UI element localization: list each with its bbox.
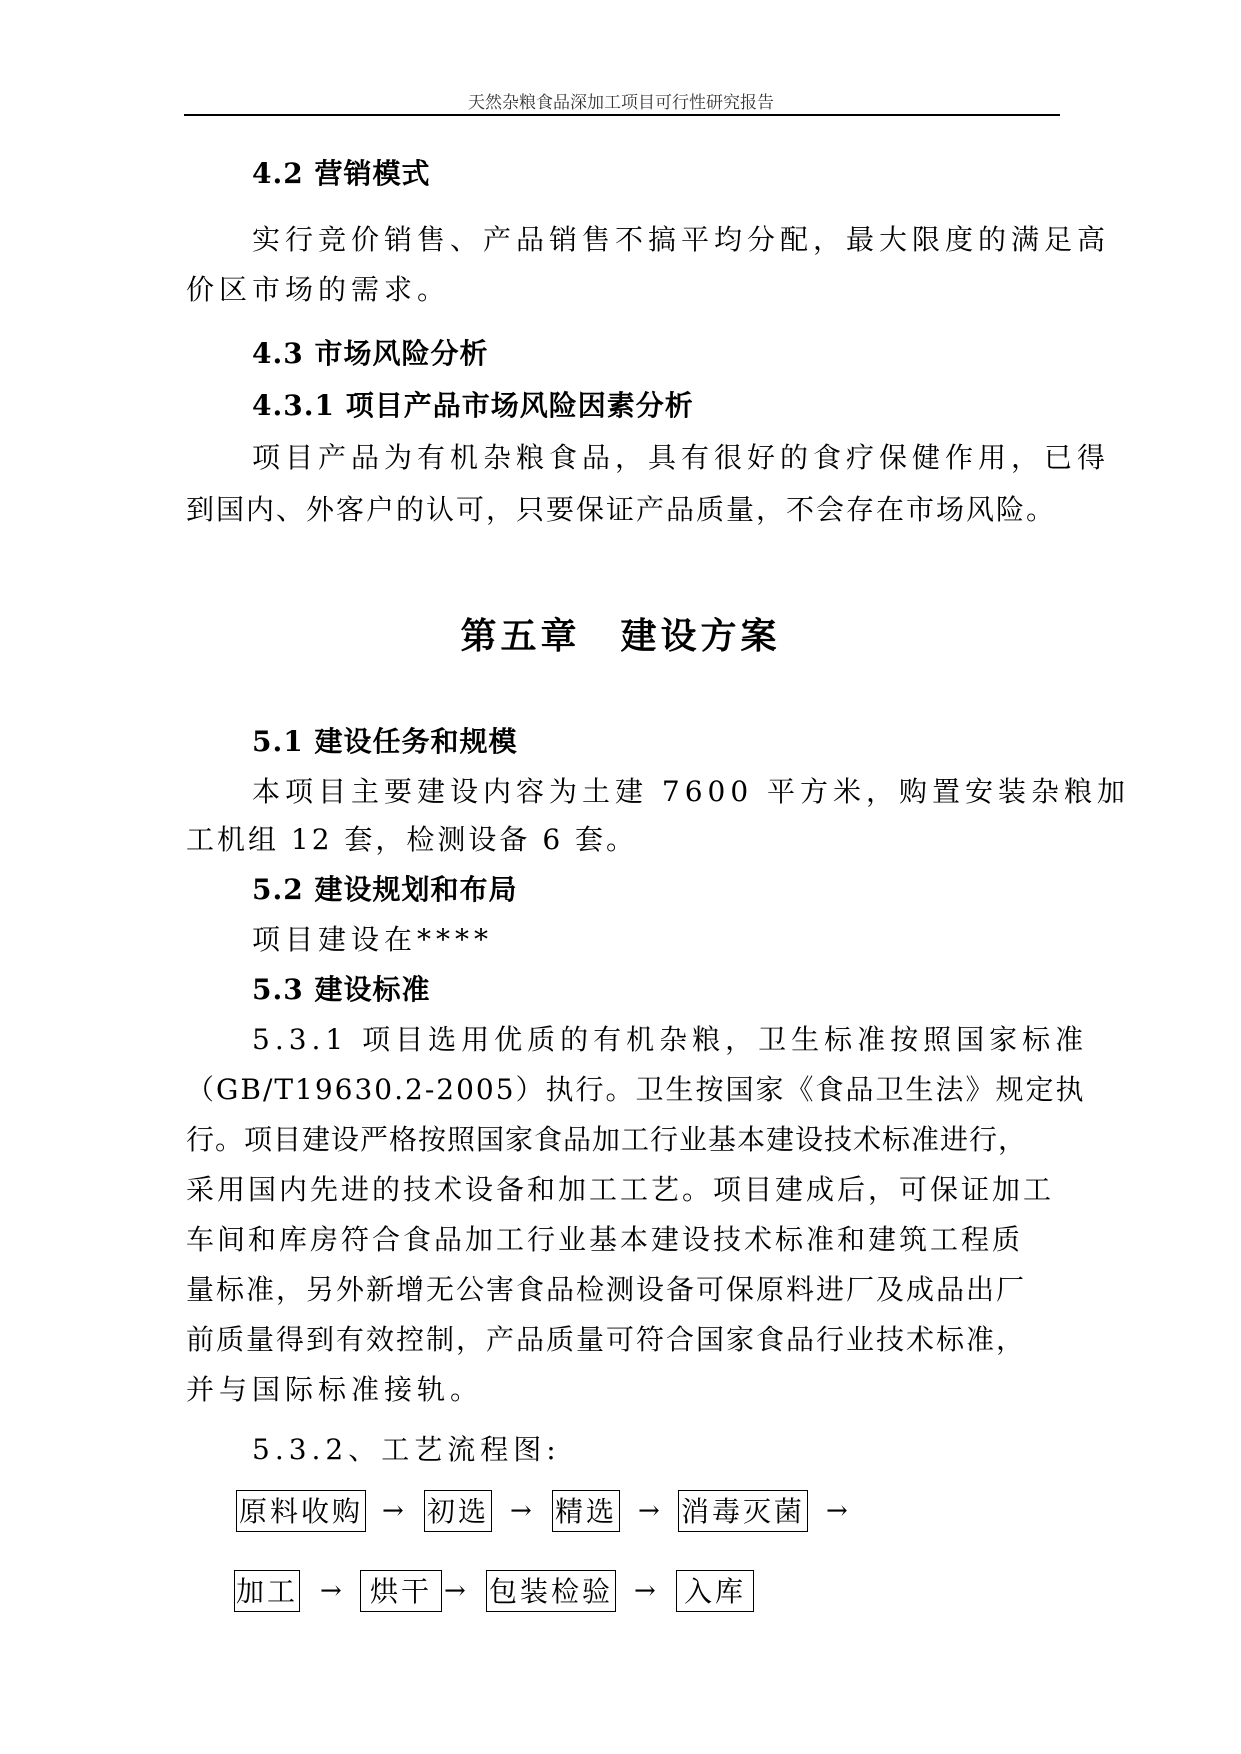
section-5-3-heading: 5.3 建设标准	[252, 973, 431, 1006]
flow-step-warehousing: 入库	[676, 1570, 754, 1612]
flow-step-packaging-inspection: 包装检验	[486, 1570, 616, 1612]
section-4-3-heading: 4.3 市场风险分析	[252, 337, 489, 370]
section-5-3-line-1: 5.3.1 项目选用优质的有机杂粮，卫生标准按照国家标准	[252, 1023, 1089, 1056]
section-5-3-line-7: 前质量得到有效控制，产品质量可符合国家食品行业技术标准，	[186, 1323, 1027, 1356]
arrow-right-icon: →	[382, 1496, 404, 1526]
section-5-3-line-3: 行。项目建设严格按照国家食品加工行业基本建设技术标准进行，	[186, 1123, 1028, 1156]
flow-step-raw-material-purchase: 原料收购	[236, 1490, 366, 1532]
section-4-2-heading: 4.2 营销模式	[252, 157, 431, 190]
flow-step-initial-selection: 初选	[424, 1490, 492, 1532]
section-5-1-paragraph-line-2: 工机组 12 套，检测设备 6 套。	[186, 823, 638, 856]
header-divider	[184, 114, 1060, 116]
running-header: 天然杂粮食品深加工项目可行性研究报告	[468, 93, 774, 113]
arrow-right-icon: →	[826, 1496, 848, 1526]
section-5-2-paragraph-line-1: 项目建设在****	[252, 923, 494, 956]
flowchart-title: 5.3.2、工艺流程图:	[252, 1433, 561, 1466]
section-5-1-heading: 5.1 建设任务和规模	[252, 725, 518, 758]
section-5-3-line-5: 车间和库房符合食品加工行业基本建设技术标准和建筑工程质	[186, 1223, 1024, 1256]
section-5-1-paragraph-line-1: 本项目主要建设内容为土建 7600 平方米，购置安装杂粮加	[252, 775, 1131, 808]
arrow-right-icon: →	[634, 1576, 656, 1606]
section-4-3-1-paragraph-line-2: 到国内、外客户的认可，只要保证产品质量，不会存在市场风险。	[186, 493, 1057, 526]
section-5-3-line-4: 采用国内先进的技术设备和加工工艺。项目建成后，可保证加工	[186, 1173, 1055, 1206]
section-5-3-line-8: 并与国际标准接轨。	[186, 1373, 484, 1406]
flow-step-sterilization: 消毒灭菌	[678, 1490, 808, 1532]
arrow-right-icon: →	[638, 1496, 660, 1526]
section-5-2-heading: 5.2 建设规划和布局	[252, 873, 518, 906]
arrow-right-icon: →	[510, 1496, 532, 1526]
flow-step-fine-selection: 精选	[552, 1490, 620, 1532]
arrow-right-icon: →	[320, 1576, 342, 1606]
section-4-3-1-paragraph-line-1: 项目产品为有机杂粮食品，具有很好的食疗保健作用，已得	[252, 441, 1111, 474]
flow-step-drying: 烘干	[360, 1570, 442, 1612]
section-4-2-paragraph-line-1: 实行竞价销售、产品销售不搞平均分配，最大限度的满足高	[252, 223, 1111, 256]
arrow-right-icon: →	[444, 1576, 466, 1606]
section-4-3-1-heading: 4.3.1 项目产品市场风险因素分析	[252, 389, 694, 422]
section-4-2-paragraph-line-2: 价区市场的需求。	[186, 273, 451, 306]
section-5-3-line-2: （GB/T19630.2-2005）执行。卫生按国家《食品卫生法》规定执	[186, 1073, 1086, 1106]
flow-step-processing: 加工	[234, 1570, 300, 1612]
chapter-5-title: 第五章 建设方案	[460, 615, 781, 657]
section-5-3-line-6: 量标准，另外新增无公害食品检测设备可保原料进厂及成品出厂	[186, 1273, 1027, 1306]
